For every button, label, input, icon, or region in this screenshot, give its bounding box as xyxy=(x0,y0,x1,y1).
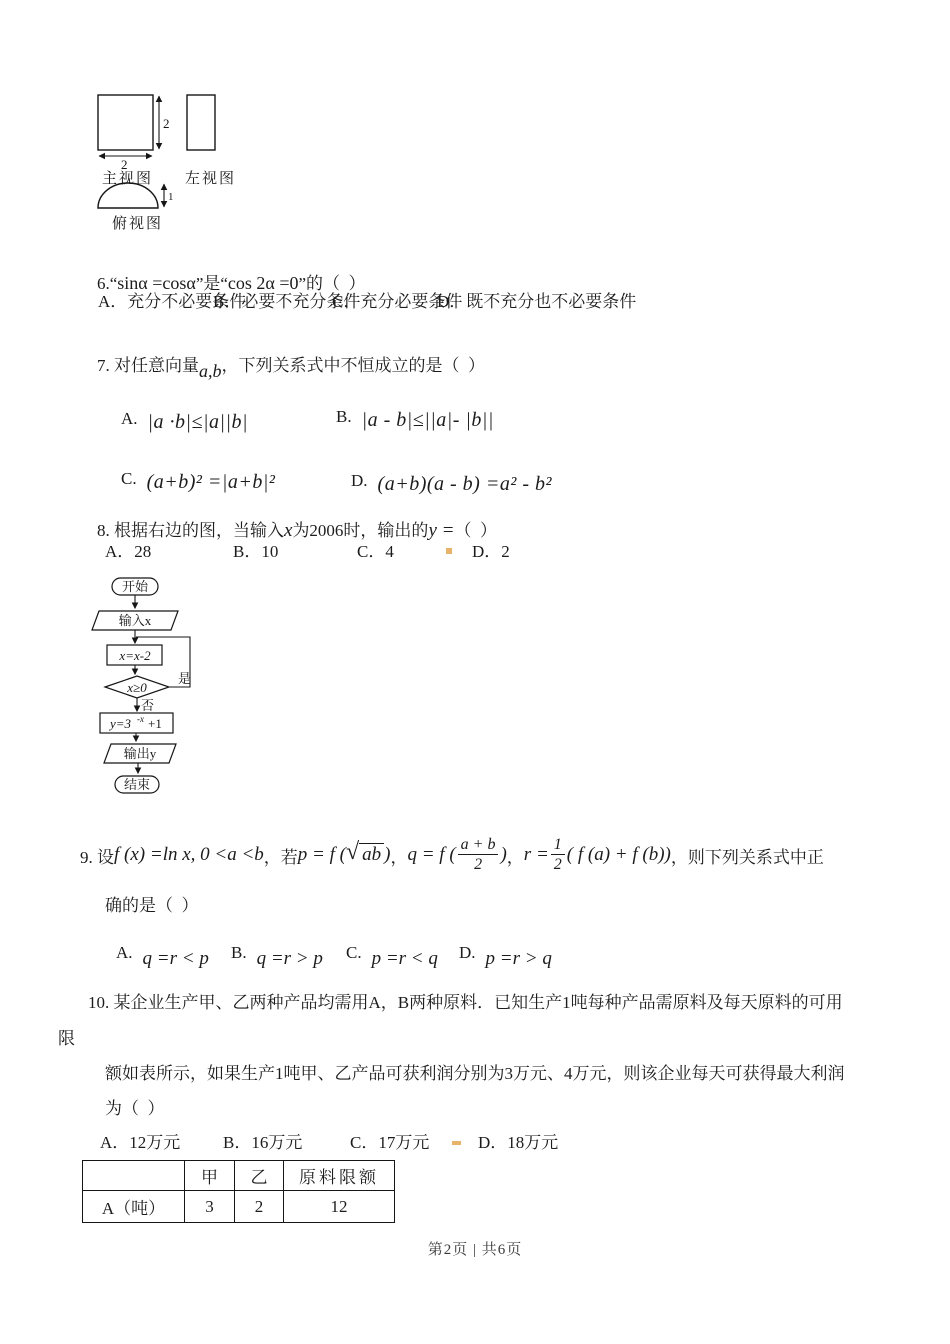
q9-option-c-formula: p =r < q xyxy=(371,948,438,969)
q7-option-c-label: C. xyxy=(121,469,137,488)
q9-option-c xyxy=(330,924,438,982)
q9-fraction-2 xyxy=(551,836,565,875)
q6-mid: ”是“ xyxy=(195,274,228,293)
q9-option-b-formula: q =r > p xyxy=(256,948,323,969)
q9-math-p-close: ) xyxy=(384,844,391,865)
q7-option-b-label: B. xyxy=(336,407,352,426)
q9-option-a-label: A. xyxy=(116,943,133,962)
q9-prefix: 9. 设 xyxy=(80,847,114,867)
q10-option-b: B．16万元 xyxy=(223,1133,303,1152)
q7-option-b-formula: |a - b|≤||a|- |b|| xyxy=(361,409,494,431)
q10-line4: 为（ ） xyxy=(105,1099,165,1118)
q10-option-c: C．17万元 xyxy=(350,1133,430,1152)
q9-math-q-close: ) xyxy=(500,844,507,865)
page-footer: 第2页 | 共6页 xyxy=(427,1242,523,1258)
table-header-jia: 甲 xyxy=(185,1161,235,1191)
table-header-limit: 原料限额 xyxy=(284,1161,395,1191)
q9-math-r-tail: ( f (a) + f (b)) xyxy=(566,844,671,865)
side-view-label: 左视图 xyxy=(185,171,237,187)
q7-option-b xyxy=(320,387,494,446)
q9-option-a xyxy=(100,924,209,982)
q6-open-quote: “ xyxy=(109,274,118,293)
q7-option-a xyxy=(105,389,248,448)
q9-fraction-1-den: 2 xyxy=(474,856,483,873)
table-cell-a-label: A（吨） xyxy=(83,1191,185,1223)
stray-mark-q10 xyxy=(452,1141,461,1145)
q10-line1: 10. 某企业生产甲、乙两种产品均需用A，B两种原料．已知生产1吨每种产品需原料及每天原料的可用 xyxy=(88,993,843,1012)
q6-option-d: D．既不充分也不必要条件 xyxy=(437,292,637,311)
q9-option-a-formula: q =r < p xyxy=(142,948,209,969)
stray-mark-q8 xyxy=(446,548,452,554)
q7-suffix: ，下列关系式中不恒成立的是（ ） xyxy=(221,356,485,375)
q10-option-a: A．12万元 xyxy=(100,1133,181,1152)
flow-assign-label: x=x-2 xyxy=(119,648,151,663)
q8-option-a: A．28 xyxy=(105,542,152,561)
q6-math-sin: sinα =cosα xyxy=(117,273,196,293)
q9-sep3: ， xyxy=(506,847,524,867)
flow-compute-tail: +1 xyxy=(148,716,162,731)
q6-option-b: B．必要不充分条件 xyxy=(213,292,361,311)
q9-fraction-2-num: 1 xyxy=(551,836,565,855)
flow-compute-base: y=3 xyxy=(110,716,132,731)
q9-sep2: ， xyxy=(390,847,408,867)
table-header-row xyxy=(83,1161,395,1191)
q9-option-b-label: B. xyxy=(231,943,247,962)
q9-option-d-formula: p =r > q xyxy=(485,948,552,969)
q9-fraction-2-den: 2 xyxy=(553,856,562,873)
front-view-width-dim: 2 xyxy=(121,157,128,172)
flow-start-label: 开始 xyxy=(121,579,149,594)
flow-end-label: 结束 xyxy=(123,777,151,792)
q8-mid: 为2006时，输出的 xyxy=(292,521,429,540)
q7-option-d-formula: (a+b)(a - b) =a² - b² xyxy=(377,473,552,495)
q9-math-r: r = xyxy=(523,844,549,865)
top-view-radius-dim: 1 xyxy=(168,191,174,203)
q8-var-y: y = xyxy=(428,520,455,541)
table-cell-a-jia: 3 xyxy=(185,1191,235,1223)
side-view-rect xyxy=(187,95,215,150)
q8-tail: （ ） xyxy=(454,521,497,540)
front-view-label: 主视图 xyxy=(102,171,154,187)
flow-output-label: 输出y xyxy=(123,746,157,761)
q9-sep1: ，若 xyxy=(263,847,298,867)
q9-stem xyxy=(80,826,824,884)
table-header-empty xyxy=(83,1161,185,1191)
flow-input-label: 输入x xyxy=(118,613,152,628)
front-view-square xyxy=(98,95,153,150)
material-limit-table xyxy=(82,1160,395,1223)
q7-prefix: 7. 对任意向量 xyxy=(97,356,199,375)
flow-no-label: 否 xyxy=(141,698,155,713)
three-views-figure xyxy=(88,85,273,240)
flow-compute-exponent: -x xyxy=(137,714,144,724)
front-view-height-dim: 2 xyxy=(163,116,170,131)
q9-math-fx: f (x) =ln x, 0 <a <b xyxy=(114,844,264,865)
table-cell-a-limit: 12 xyxy=(284,1191,395,1223)
q6-tail: ”的（ ） xyxy=(298,274,366,293)
q9-math-p: p = f ( xyxy=(297,844,346,865)
q9-sqrt xyxy=(345,839,384,867)
q9-option-d xyxy=(443,924,552,982)
q6-math-cos: cos 2α =0 xyxy=(227,273,299,293)
q8-flowchart xyxy=(85,575,205,800)
q6-number: 6. xyxy=(97,274,110,293)
q9-option-b xyxy=(215,924,323,982)
q10-line2: 限 xyxy=(58,1029,75,1048)
q9-stem-line2: 确的是（ ） xyxy=(105,896,199,915)
flow-condition-label: x≥0 xyxy=(127,680,147,695)
q9-option-d-label: D. xyxy=(459,943,476,962)
q9-option-c-label: C. xyxy=(346,943,362,962)
top-view-label: 俯视图 xyxy=(112,216,164,232)
table-header-yi: 乙 xyxy=(235,1161,284,1191)
q8-option-d: D．2 xyxy=(472,542,510,561)
q9-sqrt-sign: √ xyxy=(345,839,360,865)
q8-option-c: C．4 xyxy=(357,542,394,561)
q7-option-c-formula: (a+b)² =|a+b|² xyxy=(146,471,276,493)
q9-math-q: q = f ( xyxy=(407,844,456,865)
q10-option-d: D．18万元 xyxy=(478,1133,559,1152)
q7-vectors: a,b xyxy=(199,361,222,381)
q6-option-c: C．充分必要条件 xyxy=(332,292,463,311)
q7-option-a-label: A. xyxy=(121,409,138,428)
q10-line3: 额如表所示，如果生产1吨甲、乙产品可获利润分别为3万元、4万元，则该企业每天可获得最大利润 xyxy=(105,1064,845,1083)
table-cell-a-yi: 2 xyxy=(235,1191,284,1223)
q6-option-a: A．充分不必要条件 xyxy=(98,292,247,311)
q7-option-a-formula: |a ·b|≤|a||b| xyxy=(147,411,248,433)
q9-suffix: ，则下列关系式中正 xyxy=(670,847,824,867)
q8-option-b: B．10 xyxy=(233,542,279,561)
q8-var-x: x xyxy=(284,520,293,541)
q9-sqrt-body: ab xyxy=(359,843,384,866)
q7-option-d-label: D. xyxy=(351,471,368,490)
table-row-a xyxy=(83,1191,395,1223)
q8-prefix: 8. 根据右边的图，当输入 xyxy=(97,521,284,540)
flow-yes-label: 是 xyxy=(178,671,192,686)
q9-fraction-1-num: a + b xyxy=(458,836,499,855)
q9-fraction-1 xyxy=(458,836,499,875)
